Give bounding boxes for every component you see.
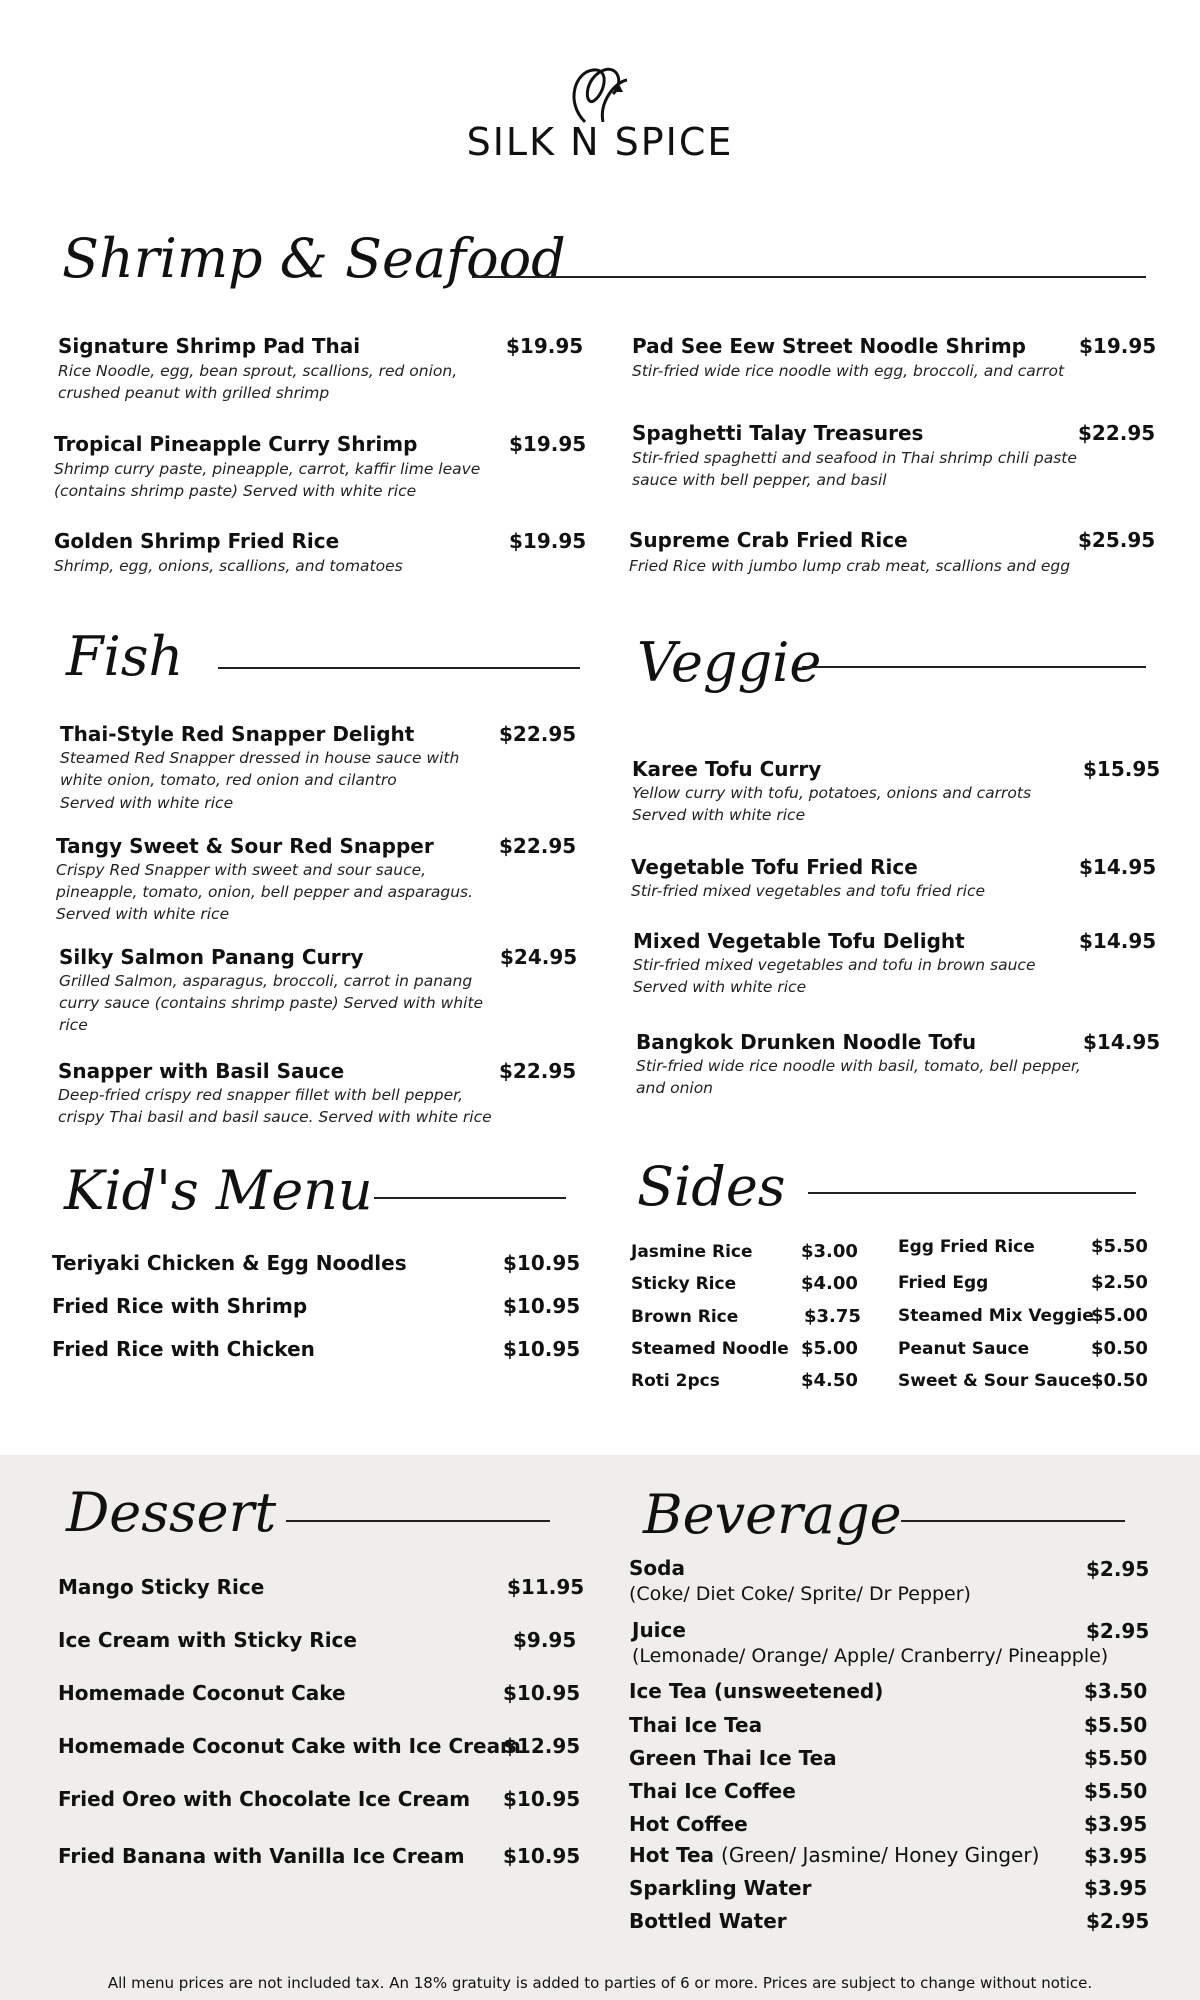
menu-item-price: $10.95 [503,1844,581,1868]
beverage-options: (Coke/ Diet Coke/ Sprite/ Dr Pepper) [629,1583,971,1605]
menu-item-description: Served with white rice [633,978,807,996]
side-item-name: Peanut Sauce [898,1339,1030,1359]
section-divider [218,667,580,669]
menu-item-price: $2.95 [1086,1909,1150,1933]
side-item-name: Steamed Mix Veggie [898,1306,1094,1326]
menu-item-price: $22.95 [499,1059,577,1083]
menu-item-name: Ice Cream with Sticky Rice [58,1628,357,1652]
menu-item-name: Sparkling Water [629,1876,812,1900]
menu-item-name: Bangkok Drunken Noodle Tofu [636,1030,977,1054]
section-divider [901,1520,1125,1522]
menu-item-name: Supreme Crab Fried Rice [629,528,908,552]
menu-item-name: Hot Coffee [629,1812,748,1836]
menu-item-price: $5.50 [1084,1746,1148,1770]
side-item-name: Sweet & Sour Sauce [898,1371,1092,1391]
section-divider [374,1197,566,1199]
menu-item-description: Rice Noodle, egg, bean sprout, scallions, red onion, crushed peanut with grilled shrimp [58,362,458,402]
menu-item-name: Snapper with Basil Sauce [58,1059,345,1083]
menu-item-name: Fried Rice with Chicken [52,1337,315,1361]
menu-item-price: $5.50 [1084,1713,1148,1737]
section-title-veggie: Veggie [637,631,822,694]
side-item-price: $3.75 [804,1306,861,1327]
side-item-price: $4.00 [801,1273,858,1294]
menu-item-description: Stir-fried spaghetti and seafood in Thai shrimp chili paste sauce with bell pepper, and basil [632,449,1077,489]
beverage-name: Hot Tea [629,1843,715,1867]
menu-item-price: $24.95 [500,945,578,969]
menu-item-description: Crispy Red Snapper with sweet and sour sauce, pineapple, tomato, onion, bell pepper and asparagus. [56,861,474,901]
menu-item-price: $12.95 [503,1734,581,1758]
menu-item-description: Stir-fried wide rice noodle with basil, tomato, bell pepper, and onion [636,1057,1081,1097]
menu-item-name: Ice Tea (unsweetened) [629,1679,884,1703]
menu-item-name: Fried Oreo with Chocolate Ice Cream [58,1787,471,1811]
menu-item-price: $25.95 [1078,528,1156,552]
side-item-name: Sticky Rice [631,1274,737,1294]
menu-item-name: Thai Ice Coffee [629,1779,796,1803]
menu-item-description: Shrimp curry paste, pineapple, carrot, kaffir lime leave (contains shrimp paste) Served with white rice [54,460,481,500]
side-item-name: Egg Fried Rice [898,1237,1035,1257]
menu-item-price: $19.95 [1079,334,1157,358]
side-item-name: Steamed Noodle [631,1339,789,1359]
section-title-beverage: Beverage [643,1483,902,1546]
menu-item-price: $14.95 [1083,1030,1161,1054]
menu-item-description: Deep-fried crispy red snapper fillet with bell pepper, crispy Thai basil and basil sauce. Served with white rice [58,1086,492,1126]
menu-item-description: Grilled Salmon, asparagus, broccoli, carrot in panang curry sauce (contains shrimp paste) Served with white rice [59,972,484,1034]
pricing-disclaimer: All menu prices are not included tax. An 18% gratuity is added to parties of 6 or more. Prices are subject to change without notice. [107,1974,1093,1992]
menu-item-description: Served with white rice [632,806,806,824]
menu-item-name: Golden Shrimp Fried Rice [54,529,340,553]
menu-item-price: $10.95 [503,1294,581,1318]
side-item-price: $2.50 [1091,1272,1148,1293]
menu-item-name: Vegetable Tofu Fried Rice [631,855,918,879]
menu-item-name: Homemade Coconut Cake [58,1681,346,1705]
menu-item-name: Thai Ice Tea [629,1713,763,1737]
side-item-name: Fried Egg [898,1273,989,1293]
menu-item-name: Spaghetti Talay Treasures [632,421,924,445]
menu-item-price: $11.95 [507,1575,585,1599]
menu-item-name: Mixed Vegetable Tofu Delight [633,929,965,953]
menu-item-price: $19.95 [509,529,587,553]
menu-item-description: Stir-fried wide rice noodle with egg, broccoli, and carrot [632,362,1065,380]
menu-item-price: $10.95 [503,1787,581,1811]
menu-item-name: Tropical Pineapple Curry Shrimp [54,432,418,456]
menu-item-name [629,1843,1039,1867]
menu-item-price: $22.95 [499,722,577,746]
menu-item-price: $2.95 [1086,1557,1150,1581]
side-item-price: $5.00 [1091,1305,1148,1326]
menu-item-name: Mango Sticky Rice [58,1575,265,1599]
menu-item-name: Homemade Coconut Cake with Ice Cream [58,1734,521,1758]
menu-item-description: Served with white rice [56,905,230,923]
menu-item-price: $15.95 [1083,757,1161,781]
menu-item-price: $10.95 [503,1337,581,1361]
menu-item-name: Bottled Water [629,1909,787,1933]
menu-item-description: Served with white rice [60,794,234,812]
menu-item-price: $5.50 [1084,1779,1148,1803]
menu-item-name: Thai-Style Red Snapper Delight [60,722,415,746]
section-divider [802,666,1146,668]
menu-item-price: $10.95 [503,1681,581,1705]
side-item-name: Brown Rice [631,1307,739,1327]
menu-item-name: Karee Tofu Curry [632,757,822,781]
menu-item-price: $9.95 [513,1628,577,1652]
section-title-fish: Fish [66,625,184,688]
menu-item-name: Signature Shrimp Pad Thai [58,334,361,358]
menu-item-description: Shrimp, egg, onions, scallions, and tomatoes [54,557,403,575]
section-title-shrimp-seafood: Shrimp & Seafood [62,227,566,290]
side-item-price: $5.50 [1091,1236,1148,1257]
menu-item-name: Fried Banana with Vanilla Ice Cream [58,1844,465,1868]
brand-name: SILK N SPICE [466,120,734,164]
beverage-options: (Green/ Jasmine/ Honey Ginger) [721,1843,1040,1867]
section-title-kids-menu: Kid's Menu [64,1159,373,1222]
menu-item-description: Stir-fried mixed vegetables and tofu in brown sauce [633,956,1036,974]
menu-item-name: Juice [632,1618,686,1642]
menu-item-name: Pad See Eew Street Noodle Shrimp [632,334,1026,358]
menu-item-price: $22.95 [1078,421,1156,445]
menu-item-name: Silky Salmon Panang Curry [59,945,364,969]
menu-item-description: Yellow curry with tofu, potatoes, onions and carrots [632,784,1032,802]
menu-item-price: $19.95 [509,432,587,456]
menu-item-name: Green Thai Ice Tea [629,1746,837,1770]
beverage-options: (Lemonade/ Orange/ Apple/ Cranberry/ Pineapple) [632,1645,1109,1667]
menu-item-price: $14.95 [1079,855,1157,879]
menu-item-name: Tangy Sweet & Sour Red Snapper [56,834,434,858]
side-item-price: $5.00 [801,1338,858,1359]
menu-item-price: $22.95 [499,834,577,858]
side-item-price: $0.50 [1091,1370,1148,1391]
section-title-sides: Sides [637,1155,786,1218]
menu-item-price: $3.50 [1084,1679,1148,1703]
menu-item-price: $3.95 [1084,1844,1148,1868]
menu-item-name: Teriyaki Chicken & Egg Noodles [52,1251,407,1275]
menu-item-price: $3.95 [1084,1876,1148,1900]
side-item-price: $4.50 [801,1370,858,1391]
section-divider [808,1192,1136,1194]
section-title-dessert: Dessert [66,1481,277,1544]
menu-item-name: Fried Rice with Shrimp [52,1294,308,1318]
menu-item-price: $2.95 [1086,1619,1150,1643]
menu-item-name: Soda [629,1556,685,1580]
side-item-price: $0.50 [1091,1338,1148,1359]
menu-item-price: $14.95 [1079,929,1157,953]
menu-item-price: $3.95 [1084,1812,1148,1836]
menu-item-description: Fried Rice with jumbo lump crab meat, scallions and egg [629,557,1071,575]
side-item-price: $3.00 [801,1241,858,1262]
section-divider [472,276,1146,278]
side-item-name: Roti 2pcs [631,1371,720,1391]
side-item-name: Jasmine Rice [631,1242,753,1262]
menu-item-price: $10.95 [503,1251,581,1275]
menu-item-price: $19.95 [506,334,584,358]
menu-item-description: Stir-fried mixed vegetables and tofu fried rice [631,882,986,900]
menu-item-description: Steamed Red Snapper dressed in house sauce with white onion, tomato, red onion and cilantro [60,749,460,789]
section-divider [286,1520,550,1522]
